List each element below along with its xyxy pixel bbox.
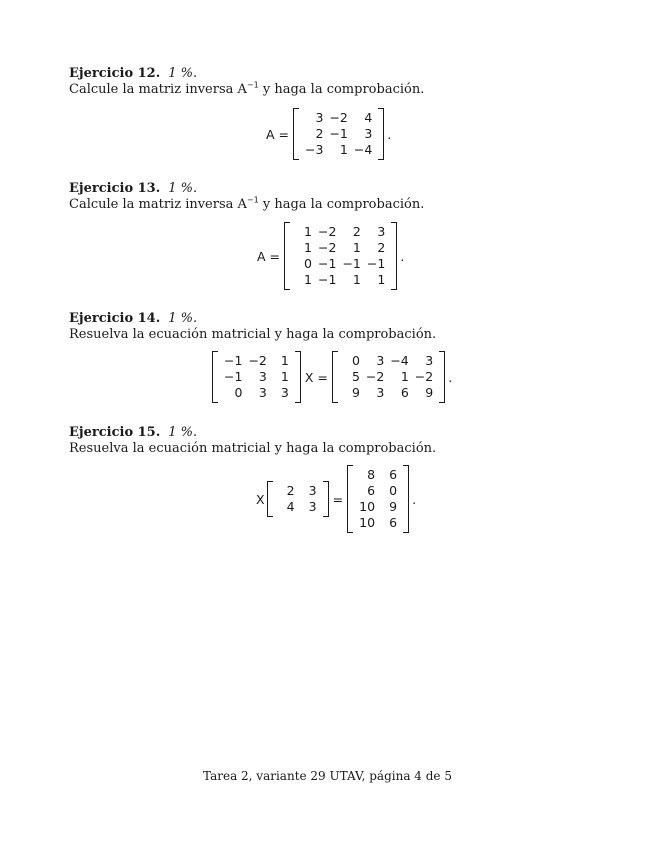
right-matrix-14 [332,351,445,403]
matrix-cell: 3 [308,483,317,498]
matrix-cell: 3 [377,224,386,239]
matrix-cell: 10 [359,499,376,514]
matrix-cells [273,481,323,517]
matrix-cell: 9 [351,385,360,400]
matrix-cell: −2 [248,353,267,368]
exercise-13 [69,181,589,213]
matrix-cell: 3 [376,353,385,368]
matrix-cell: −3 [305,142,324,157]
matrix-cell: −1 [318,256,337,271]
exercise-14-instruction: Resuelva la ecuación matricial y haga la comprobación. [69,327,437,342]
matrix-cell: 2 [352,224,361,239]
matrix-cells [290,222,391,290]
matrix-cell: −1 [366,256,386,271]
matrix-cell: 1 [352,240,361,255]
exercise-13-equation [253,222,404,290]
matrix-cell: 6 [389,515,398,530]
matrix-cell: 1 [280,369,289,384]
matrix-cell: 5 [351,369,360,384]
trailing-period: . [400,248,405,264]
matrix-cell: 0 [389,483,398,498]
matrix-cell: 6 [389,467,398,482]
matrix-cell: −4 [353,142,373,157]
right-matrix-15 [347,465,409,533]
matrix-cells [353,465,403,533]
exercise-15-title: Ejercicio 15. [69,425,161,440]
matrix-cell: −1 [224,353,243,368]
matrix-cells [338,351,439,403]
matrix-cell: 9 [425,385,434,400]
matrix-cell: 6 [400,385,409,400]
matrix-cell: 2 [286,483,295,498]
exercise-15-heading [69,425,589,441]
matrix-cell: 3 [258,369,267,384]
matrix-cell: −1 [318,272,337,287]
exercise-14-heading [69,311,589,327]
matrix-cell: 1 [352,272,361,287]
lhs-label: A = [257,248,280,264]
matrix-cell: 10 [359,515,376,530]
matrix-a-13 [284,222,397,290]
matrix-a-12 [293,108,384,160]
page-footer: Tarea 2, variante 29 UTAV, página 4 de 5 [203,769,452,783]
matrix-cell: −2 [365,369,385,384]
matrix-cell: 0 [234,385,243,400]
matrix-cell: 9 [389,499,398,514]
matrix-cell: −1 [329,126,348,141]
matrix-cell: 3 [258,385,267,400]
matrix-cell: 1 [304,224,312,239]
exercise-14-equation [212,351,452,403]
matrix-cell: 4 [286,499,295,514]
matrix-cell: 0 [351,353,360,368]
matrix-cell: 1 [377,272,386,287]
lhs-label: A = [266,126,289,142]
exercise-14-title: Ejercicio 14. [69,311,161,326]
exercise-12-title: Ejercicio 12. [69,66,161,81]
matrix-cells [218,351,295,403]
exercise-12-heading [69,66,589,82]
matrix-cell: 1 [400,369,409,384]
exercise-14 [69,311,589,343]
matrix-cell: 3 [376,385,385,400]
matrix-cell: 4 [364,110,373,125]
equation-middle: X = [304,369,328,385]
matrix-cell: −1 [224,369,243,384]
exercise-13-title: Ejercicio 13. [69,181,161,196]
matrix-cell: 0 [304,256,312,271]
matrix-cell: 3 [315,110,324,125]
matrix-cells [299,108,378,160]
matrix-cell: 3 [308,499,317,514]
matrix-cell: 2 [377,240,386,255]
matrix-cell: 1 [280,353,289,368]
matrix-cell: 1 [339,142,348,157]
exercise-15-instruction: Resuelva la ecuación matricial y haga la comprobación. [69,441,437,456]
exercise-15-weight: 1 %. [168,425,198,440]
equation-middle: = [332,491,344,507]
exercise-12-equation [262,108,391,160]
exercise-15 [69,425,589,457]
matrix-cell: −2 [318,224,337,239]
exercise-13-weight: 1 %. [168,181,198,196]
trailing-period: . [387,126,392,142]
exercise-13-heading [69,181,589,197]
matrix-cell: 2 [315,126,324,141]
exercise-12 [69,66,589,98]
matrix-cell: −4 [390,353,409,368]
exercise-14-weight: 1 %. [168,311,198,326]
trailing-period: . [412,491,417,507]
matrix-cell: 1 [304,240,312,255]
matrix-cell: −2 [414,369,434,384]
matrix-cell: 3 [364,126,373,141]
exercise-12-weight: 1 %. [168,66,198,81]
matrix-cell: 3 [425,353,434,368]
left-matrix-15 [267,481,329,517]
left-matrix-14 [212,351,301,403]
matrix-cell: 8 [367,467,376,482]
exercise-13-instruction: Calcule la matriz inversa $A^{-1}$ y haga la comprobación. [69,195,425,212]
matrix-cell: −1 [342,256,361,271]
exercise-15-equation [256,465,416,533]
exercise-12-instruction: Calcule la matriz inversa $A^{-1}$ y haga la comprobación. [69,80,425,97]
matrix-cell: −2 [318,240,337,255]
matrix-cell: 6 [367,483,376,498]
equation-prefix: X [256,491,265,507]
matrix-cell: 3 [280,385,289,400]
trailing-period: . [448,369,453,385]
matrix-cell: −2 [329,110,348,125]
matrix-cell: 1 [304,272,312,287]
